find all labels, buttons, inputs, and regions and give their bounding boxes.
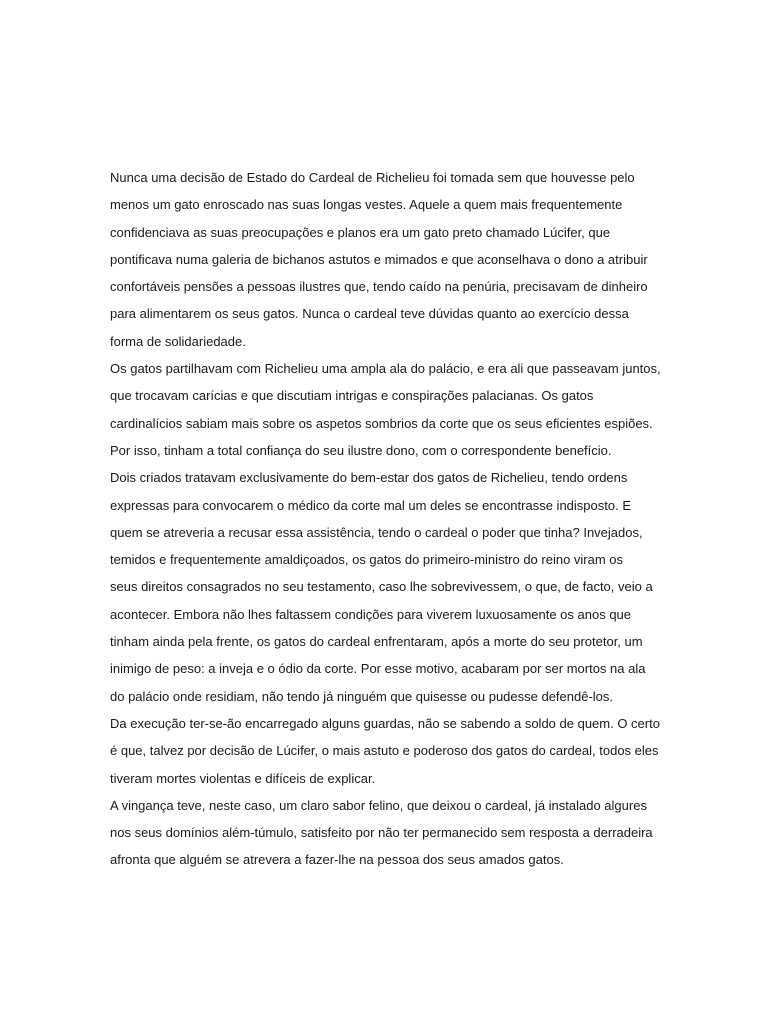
text-line: seus direitos consagrados no seu testamento, caso lhe sobrevivessem, o que, de facto, veio a bbox=[110, 579, 653, 595]
text-line: expressas para convocarem o médico da corte mal um deles se encontrasse indisposto. E bbox=[110, 497, 631, 513]
text-line: Nunca uma decisão de Estado do Cardeal de Richelieu foi tomada sem que houvesse pelo bbox=[110, 170, 635, 185]
text-line: A vingança teve, neste caso, um claro sabor felino, que deixou o cardeal, já instalado algures bbox=[110, 797, 647, 813]
text-line: que trocavam carícias e que discutiam intrigas e conspirações palacianas. Os gatos bbox=[110, 388, 594, 404]
text-line: Os gatos partilhavam com Richelieu uma ampla ala do palácio, e era ali que passeavam juntos, bbox=[110, 361, 661, 377]
text-line: afronta que alguém se atrevera a fazer-lhe na pessoa dos seus amados gatos. bbox=[110, 852, 564, 868]
text-line: Da execução ter-se-ão encarregado alguns guardas, não se sabendo a soldo de quem. O certo bbox=[110, 715, 660, 731]
text-line: para alimentarem os seus gatos. Nunca o cardeal teve dúvidas quanto ao exercício dessa bbox=[110, 306, 629, 322]
paragraph-1 bbox=[110, 164, 670, 355]
text-line: menos um gato enroscado nas suas longas vestes. Aquele a quem mais frequentemente bbox=[110, 197, 623, 213]
text-line: acontecer. Embora não lhes faltassem condições para viverem luxuosamente os anos que bbox=[110, 606, 632, 622]
text-line: confortáveis pensões a pessoas ilustres que, tendo caído na penúria, precisavam de dinheiro bbox=[110, 279, 648, 295]
text-line: cardinalícios sabiam mais sobre os aspetos sombrios da corte que os seus eficientes espiões. bbox=[110, 415, 653, 431]
paragraph-5 bbox=[110, 792, 670, 874]
text-line: nos seus domínios além-túmulo, satisfeito por não ter permanecido sem resposta a derradeira bbox=[110, 825, 653, 841]
paragraph-3 bbox=[110, 464, 670, 710]
text-line: temidos e frequentemente amaldiçoados, os gatos do primeiro-ministro do reino viram os bbox=[110, 552, 624, 568]
text-line: do palácio onde residiam, não tendo já ninguém que quisesse ou pudesse defendê-los. bbox=[110, 688, 614, 704]
paragraph-2 bbox=[110, 355, 670, 464]
text-line: confidenciava as suas preocupações e planos era um gato preto chamado Lúcifer, que bbox=[110, 224, 611, 240]
document-body bbox=[110, 164, 670, 874]
text-line: tinham ainda pela frente, os gatos do cardeal enfrentaram, após a morte do seu protetor, um bbox=[110, 634, 643, 650]
text-line: quem se atreveria a recusar essa assistência, tendo o cardeal o poder que tinha? Invejados, bbox=[110, 524, 643, 540]
text-line: inimigo de peso: a inveja e o ódio da corte. Por esse motivo, acabaram por ser mortos na ala bbox=[110, 661, 646, 677]
text-line: Dois criados tratavam exclusivamente do bem-estar dos gatos de Richelieu, tendo ordens bbox=[110, 470, 628, 486]
text-line: forma de solidariedade. bbox=[110, 333, 246, 349]
text-line: pontificava numa galeria de bichanos astutos e mimados e que aconselhava o dono a atribuir bbox=[110, 251, 648, 267]
text-line: Por isso, tinham a total confiança do seu ilustre dono, com o correspondente benefício. bbox=[110, 442, 612, 458]
text-line: tiveram mortes violentas e difíceis de explicar. bbox=[110, 770, 376, 786]
text-line: é que, talvez por decisão de Lúcifer, o mais astuto e poderoso dos gatos do cardeal, todos eles bbox=[110, 743, 659, 759]
paragraph-4 bbox=[110, 710, 670, 792]
